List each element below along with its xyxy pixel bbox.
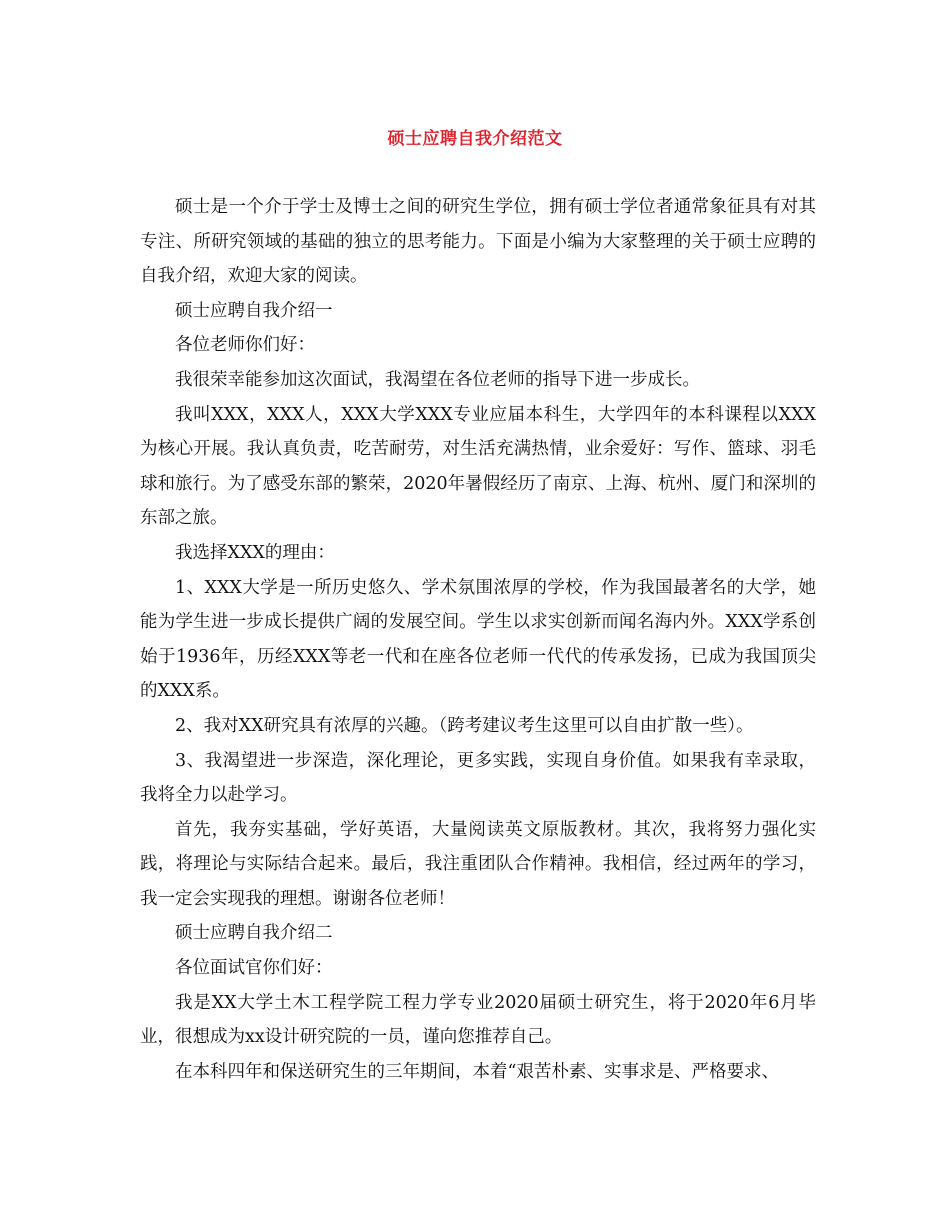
list-item: 2、我对XX研究具有浓厚的兴趣。（跨考建议考生这里可以自由扩散一些）。 [175, 715, 754, 736]
paragraph: 在本科四年和保送研究生的三年期间，本着“艰苦朴素、实事求是、严格要求、 [175, 1061, 779, 1082]
paragraph-intro: 硕士是一个介于学士及博士之间的研究生学位，拥有硕士学位者通常象征具有对其专注、所研究领域的基础的独立的思考能力。下面是小编为大家整理的关于硕士应聘的自我介绍，欢迎大家的阅读。 [140, 197, 816, 287]
section-heading-one: 硕士应聘自我介绍一 [175, 300, 333, 321]
paragraph: 我叫XXX，XXX人，XXX大学XXX专业应届本科生，大学四年的本科课程以XXX为核心开展。我认真负责，吃苦耐劳，对生活充满热情，业余爱好：写作、篮球、羽毛球和旅行。为了感受东部的繁荣，2020年暑假经历了南京、上海、杭州、厦门和深圳的东部之旅。 [140, 404, 816, 529]
paragraph: 我是XX大学土木工程学院工程力学专业2020届硕士研究生，将于2020年6月毕业，很想成为xx设计研究院的一员，谨向您推荐自己。 [140, 992, 816, 1048]
paragraph: 我选择XXX的理由： [175, 542, 335, 563]
greeting-teachers: 各位老师你们好： [175, 335, 315, 356]
paragraph: 首先，我夯实基础，学好英语，大量阅读英文原版教材。其次，我将努力强化实践，将理论与实际结合起来。最后，我注重团队合作精神。我相信，经过两年的学习，我一定会实现我的理想。谢谢各位老师！ [140, 819, 816, 909]
document-body [140, 190, 816, 1089]
paragraph: 我很荣幸能参加这次面试，我渴望在各位老师的指导下进一步成长。 [175, 369, 700, 390]
list-item: 1、XXX大学是一所历史悠久、学术氛围浓厚的学校，作为我国最著名的大学，她能为学生进一步成长提供广阔的发展空间。学生以求实创新而闻名海内外。XXX学系创始于1936年，历经XXX等老一代和在座各位老师一代代的传承发扬，已成为我国顶尖的XXX系。 [140, 577, 816, 702]
section-heading-two: 硕士应聘自我介绍二 [175, 923, 333, 944]
document-title: 硕士应聘自我介绍范文 [387, 129, 563, 149]
greeting-interviewers: 各位面试官你们好： [175, 958, 333, 979]
list-item: 3、我渴望进一步深造，深化理论，更多实践，实现自身价值。如果我有幸录取，我将全力以赴学习。 [140, 750, 816, 806]
